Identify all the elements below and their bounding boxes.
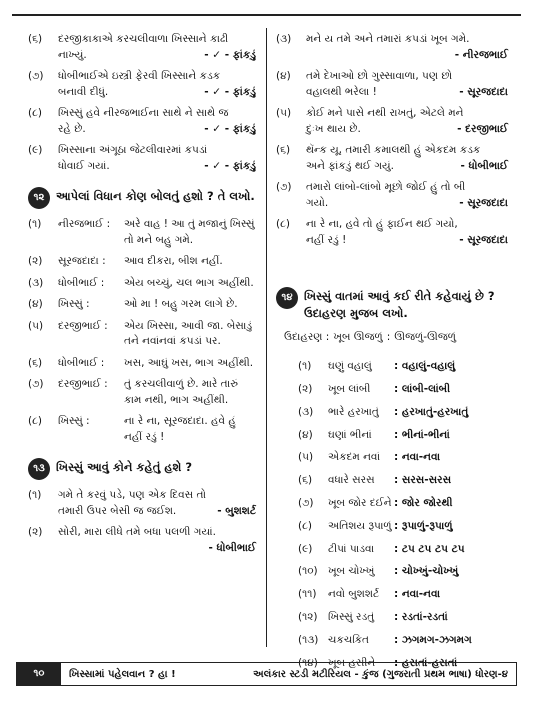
item-text-line1: તમારો લાંબો-લાંબો મૂછો જોઈ હું તો બી bbox=[306, 181, 466, 193]
item-text-line2: નાખ્યું. bbox=[58, 48, 87, 61]
item-text-line1: ગમે તે કરવું પડે, પણ એક દિવસ તો bbox=[58, 489, 207, 501]
item-number: (૧) bbox=[28, 489, 42, 501]
item-attribution: - દરજીભાઈ bbox=[457, 122, 508, 135]
table-row bbox=[276, 447, 508, 470]
answer: : રડતાં-રડતાં bbox=[394, 610, 448, 623]
answer-table bbox=[276, 356, 508, 675]
row-number: (૫) bbox=[298, 451, 314, 464]
speaker: દરજીભાઈ : bbox=[58, 319, 108, 332]
section-title: આપેલાં વિધાન કોણ બોલતું હશો ? તે લખો. bbox=[56, 189, 255, 203]
item-attribution: - ✓ - ફાંકડું bbox=[204, 159, 256, 172]
table-row bbox=[276, 629, 508, 652]
row-number: (૧૧) bbox=[298, 588, 317, 601]
item-text-line1: ના રે ના, હવે તો હું ફાઈન થઈ ગયો, bbox=[306, 218, 458, 230]
table-row bbox=[276, 515, 508, 538]
item-attribution: - ધોબીભાઈ bbox=[460, 159, 508, 172]
right-column bbox=[276, 32, 508, 675]
table-row bbox=[276, 401, 508, 424]
phrase: ખૂબ લાંબી bbox=[328, 382, 371, 395]
item-number: (૭) bbox=[28, 70, 44, 82]
row-number: (૧૪) bbox=[298, 656, 318, 669]
phrase: ખૂબ જોર દઈને bbox=[328, 496, 392, 509]
dialog-list bbox=[28, 217, 256, 445]
table-row bbox=[276, 583, 508, 606]
row-number: (૮) bbox=[28, 415, 42, 427]
answer: : જોર જોરથી bbox=[394, 496, 453, 509]
item-number: (૫) bbox=[276, 107, 292, 119]
item-attribution: - ધોબીભાઈ bbox=[208, 541, 256, 554]
speaker: ધોબીભાઈ : bbox=[58, 356, 105, 369]
table-row bbox=[276, 424, 508, 447]
item-number: (૮) bbox=[276, 218, 290, 230]
list-item bbox=[28, 143, 256, 174]
item-text-line1: કોઈ મને પાસે નથી રાખતું, એટલે મને bbox=[306, 107, 464, 119]
list-item bbox=[28, 525, 256, 556]
dialog-row bbox=[28, 254, 256, 270]
table-row bbox=[276, 356, 508, 379]
list-item bbox=[276, 106, 508, 137]
list-item bbox=[28, 69, 256, 100]
item-text-line1: ધોબીભાઈએ ઇસ્ત્રી ફેરવી ખિસ્સાને કડક bbox=[58, 70, 221, 82]
quote: આવ દીકરા, બીશ નહીં. bbox=[124, 255, 223, 267]
row-number: (૯) bbox=[298, 542, 313, 555]
item-attribution: - બુશશર્ટ bbox=[217, 504, 256, 517]
phrase: ખિસ્સું રડતું bbox=[328, 610, 375, 623]
dialog-row bbox=[28, 414, 256, 445]
dialog-row bbox=[28, 356, 256, 372]
section-14-heading bbox=[276, 288, 508, 322]
item-attribution: - ✓ - ફાંકડું bbox=[204, 85, 256, 98]
top-rule bbox=[12, 14, 521, 16]
item-number: (૬) bbox=[28, 33, 43, 45]
answer: : રૂપાળું-રૂપાળું bbox=[394, 519, 453, 532]
item-attribution: - સૂરજદાદા bbox=[459, 85, 508, 98]
table-row bbox=[276, 538, 508, 561]
item-text-line2: બનાવી દીધું. bbox=[58, 85, 109, 98]
row-number: (૨) bbox=[298, 382, 313, 395]
row-number: (૧૩) bbox=[298, 633, 319, 646]
section-13-heading bbox=[28, 459, 256, 480]
quote: એય બચ્ચું, ચલ ભાગ અહીંથી. bbox=[124, 276, 254, 289]
row-number: (૬) bbox=[28, 356, 43, 369]
item-text-line1: થૅન્ક યૂ, તમારી કમાલથી હું એકદમ કડક bbox=[306, 144, 481, 156]
item-text-line2: ગયો. bbox=[306, 196, 329, 209]
item-text-line2: રહે છે. bbox=[58, 122, 86, 135]
item-attribution: - સૂરજદાદા bbox=[459, 233, 508, 246]
answer: : લાંબી-લાંબી bbox=[394, 382, 451, 395]
series-title: અલંકાર સ્ટડી મટીરિયલ - કુંજ (ગુજરાતી પ્રથમ ભાષા) ધોરણ-૪ bbox=[253, 668, 508, 680]
item-attribution: - સૂરજદાદા bbox=[459, 196, 508, 209]
row-number: (૮) bbox=[298, 519, 312, 532]
item-text-line2: અને ફાંકડું થઈ ગયું. bbox=[306, 159, 394, 172]
item-text-line2: દુઃખ થાય છે. bbox=[306, 122, 361, 135]
item-text-line1: ખિસ્સાના અંગૂઠા જેટલીવારમાં કપડાં bbox=[58, 144, 208, 156]
speaker: દરજીભાઈ : bbox=[58, 378, 108, 390]
dialog-row bbox=[28, 276, 256, 292]
answer: : હરખાતું-હરખાતું bbox=[394, 405, 469, 418]
row-number: (૩) bbox=[28, 276, 44, 289]
item-number: (૬) bbox=[276, 144, 291, 156]
phrase: ભારે હરખાતું bbox=[328, 405, 379, 418]
item-text-line2: નહીં રડું ! bbox=[306, 233, 347, 246]
example-label: ઉદાહરણ : bbox=[284, 331, 330, 343]
right-top-list bbox=[276, 32, 508, 248]
table-row bbox=[276, 378, 508, 401]
answer: : વહાલું-વહાલું bbox=[394, 360, 456, 373]
dialog-row bbox=[28, 297, 256, 313]
item-text-line2: ધોવાઈ ગયાં. bbox=[58, 159, 110, 172]
row-number: (૧) bbox=[28, 218, 42, 230]
quote: તું કરચલીવાળું છે. મારે તારું કામ નથી, ભાગ અહીંથી. bbox=[124, 378, 238, 406]
item-number: (૭) bbox=[276, 181, 292, 193]
page-footer bbox=[16, 662, 517, 686]
row-number: (૪) bbox=[298, 428, 313, 441]
list-item bbox=[276, 217, 508, 248]
answer: : ભીનાં-ભીનાં bbox=[394, 428, 450, 441]
section-number-badge: ૧૪ bbox=[276, 287, 298, 309]
list-item bbox=[28, 106, 256, 137]
answer: : ટપ ટપ ટપ ટપ bbox=[394, 542, 465, 555]
quote: ઓ મા ! બહુ ગરમ લાગે છે. bbox=[124, 298, 238, 310]
table-row bbox=[276, 492, 508, 515]
left-top-list bbox=[28, 32, 256, 174]
phrase: નવો બુશશર્ટ bbox=[328, 588, 380, 601]
item-text-line1: મને ય તમે અને તમારાં કપડાં ખૂબ ગમે. bbox=[306, 33, 470, 45]
table-row bbox=[276, 606, 508, 629]
quote: એય ખિસ્સા, આવી જા. બેસાડું તને નવાંનવાં કપડાં પર. bbox=[124, 319, 253, 347]
list-item bbox=[276, 180, 508, 211]
phrase: ટીપાં પાડવા bbox=[328, 542, 375, 555]
item-text-line1: દરજીકાકાએ કરચલીવાળા ખિસ્સાને કાઢી bbox=[58, 33, 229, 45]
list-item bbox=[28, 488, 256, 519]
section-number-badge: ૧૩ bbox=[28, 458, 50, 480]
section-title: ખિસ્સું આવું કોને કહેતું હશે ? bbox=[56, 460, 193, 474]
item-number: (૪) bbox=[276, 70, 291, 82]
speaker: સૂરજદાદા : bbox=[58, 255, 106, 267]
example-word: ખૂબ ઊજળું bbox=[333, 331, 383, 343]
row-number: (૧) bbox=[298, 360, 312, 373]
item-attribution: - ✓ - ફાંકડું bbox=[204, 122, 256, 135]
row-number: (૧૨) bbox=[298, 610, 318, 623]
phrase: વધારે સરસ bbox=[328, 474, 375, 487]
item-text-line1: સોરી, મારા લીધે તમે બધા પલળી ગયાં. bbox=[58, 526, 216, 538]
item-number: (૩) bbox=[276, 33, 292, 45]
phrase: અતિશય રૂપાળું bbox=[328, 519, 392, 532]
phrase: ખૂબ હસીને bbox=[328, 656, 376, 669]
row-number: (૨) bbox=[28, 255, 43, 267]
table-row bbox=[276, 561, 508, 584]
row-number: (૧૦) bbox=[298, 565, 318, 578]
section-12-heading bbox=[28, 188, 256, 209]
answer: : નવા-નવા bbox=[394, 451, 441, 464]
list-item bbox=[276, 32, 508, 63]
phrase: ખૂબ ચોખ્ખું bbox=[328, 565, 375, 578]
phrase: ઘણાં ભીનાં bbox=[328, 428, 372, 441]
answer: : ઝગમગ-ઝગમગ bbox=[394, 633, 472, 646]
list-item bbox=[276, 143, 508, 174]
section-title: ખિસ્સું વાતમાં આવું કઈ રીતે કહેવાયું છે ? ઉદાહરણ મુજબ લખો. bbox=[304, 289, 495, 320]
row-number: (૭) bbox=[28, 378, 44, 390]
phrase: ચકચકિત bbox=[328, 633, 369, 646]
phrase: ઘણું વહાલું bbox=[328, 360, 372, 373]
row-number: (૭) bbox=[298, 496, 314, 509]
dialog-row bbox=[28, 319, 256, 350]
speaker: ખિસ્સું : bbox=[58, 298, 90, 310]
left-column bbox=[28, 32, 256, 562]
answer: : નવા-નવા bbox=[394, 588, 441, 601]
item-text-line2: તમારી ઉપર બેસી જ જઈશ. bbox=[58, 504, 177, 517]
item-text-line1: ખિસ્સું હવે નીરજભાઈના સાથે ને સાથે જ bbox=[58, 107, 229, 119]
example-line bbox=[284, 330, 508, 346]
row-number: (૩) bbox=[298, 405, 314, 418]
example-sep: : bbox=[386, 331, 391, 343]
item-text-line2: વહાલથી ભરેલા ! bbox=[306, 85, 377, 98]
row-number: (૪) bbox=[28, 298, 43, 310]
item-attribution: - ✓ - ફાંકડું bbox=[204, 48, 256, 61]
answer: : સરસ-સરસ bbox=[394, 474, 452, 487]
section-number-badge: ૧૨ bbox=[28, 187, 50, 209]
speaker: નીરજભાઈ : bbox=[58, 218, 111, 230]
table-row bbox=[276, 469, 508, 492]
list-item bbox=[276, 69, 508, 100]
quote: ના રે ના, સૂરજદાદા. હવે હું નહીં રડું ! bbox=[124, 415, 236, 443]
chapter-title: ખિસ્સામાં પહેલવાન ? હા ! bbox=[69, 668, 176, 680]
quote: ખસ, આઘું ખસ, ભાગ અહીંથી. bbox=[124, 356, 254, 369]
answer: : હસતાં-હસતાં bbox=[394, 656, 458, 669]
dialog-row bbox=[28, 217, 256, 248]
example-answer: ઊજળું-ઊજળું bbox=[394, 331, 456, 343]
speaker: ખિસ્સું : bbox=[58, 415, 90, 427]
item-attribution: - નીરજભાઈ bbox=[454, 48, 508, 61]
phrase: એકદમ નવાં bbox=[328, 451, 381, 464]
item-number: (૮) bbox=[28, 107, 42, 119]
answer: : ચોખ્ખું-ચોખ્ખું bbox=[394, 565, 459, 578]
row-number: (૫) bbox=[28, 319, 44, 332]
item-text-line1: તમે દેખાઓ છો ગુસ્સાવાળા, પણ છો bbox=[306, 70, 453, 82]
dialog-row bbox=[28, 377, 256, 408]
row-number: (૬) bbox=[298, 474, 313, 487]
speaker: ધોબીભાઈ : bbox=[58, 276, 105, 289]
item-number: (૯) bbox=[28, 144, 43, 156]
page-number: ૧૦ bbox=[17, 663, 61, 685]
quote: અરે વાહ ! આ તું મજાનું ખિસ્સું તો મને બહુ ગમે. bbox=[124, 218, 255, 246]
section-13-list bbox=[28, 488, 256, 556]
item-number: (૨) bbox=[28, 526, 43, 538]
column-divider bbox=[266, 28, 267, 647]
list-item bbox=[28, 32, 256, 63]
